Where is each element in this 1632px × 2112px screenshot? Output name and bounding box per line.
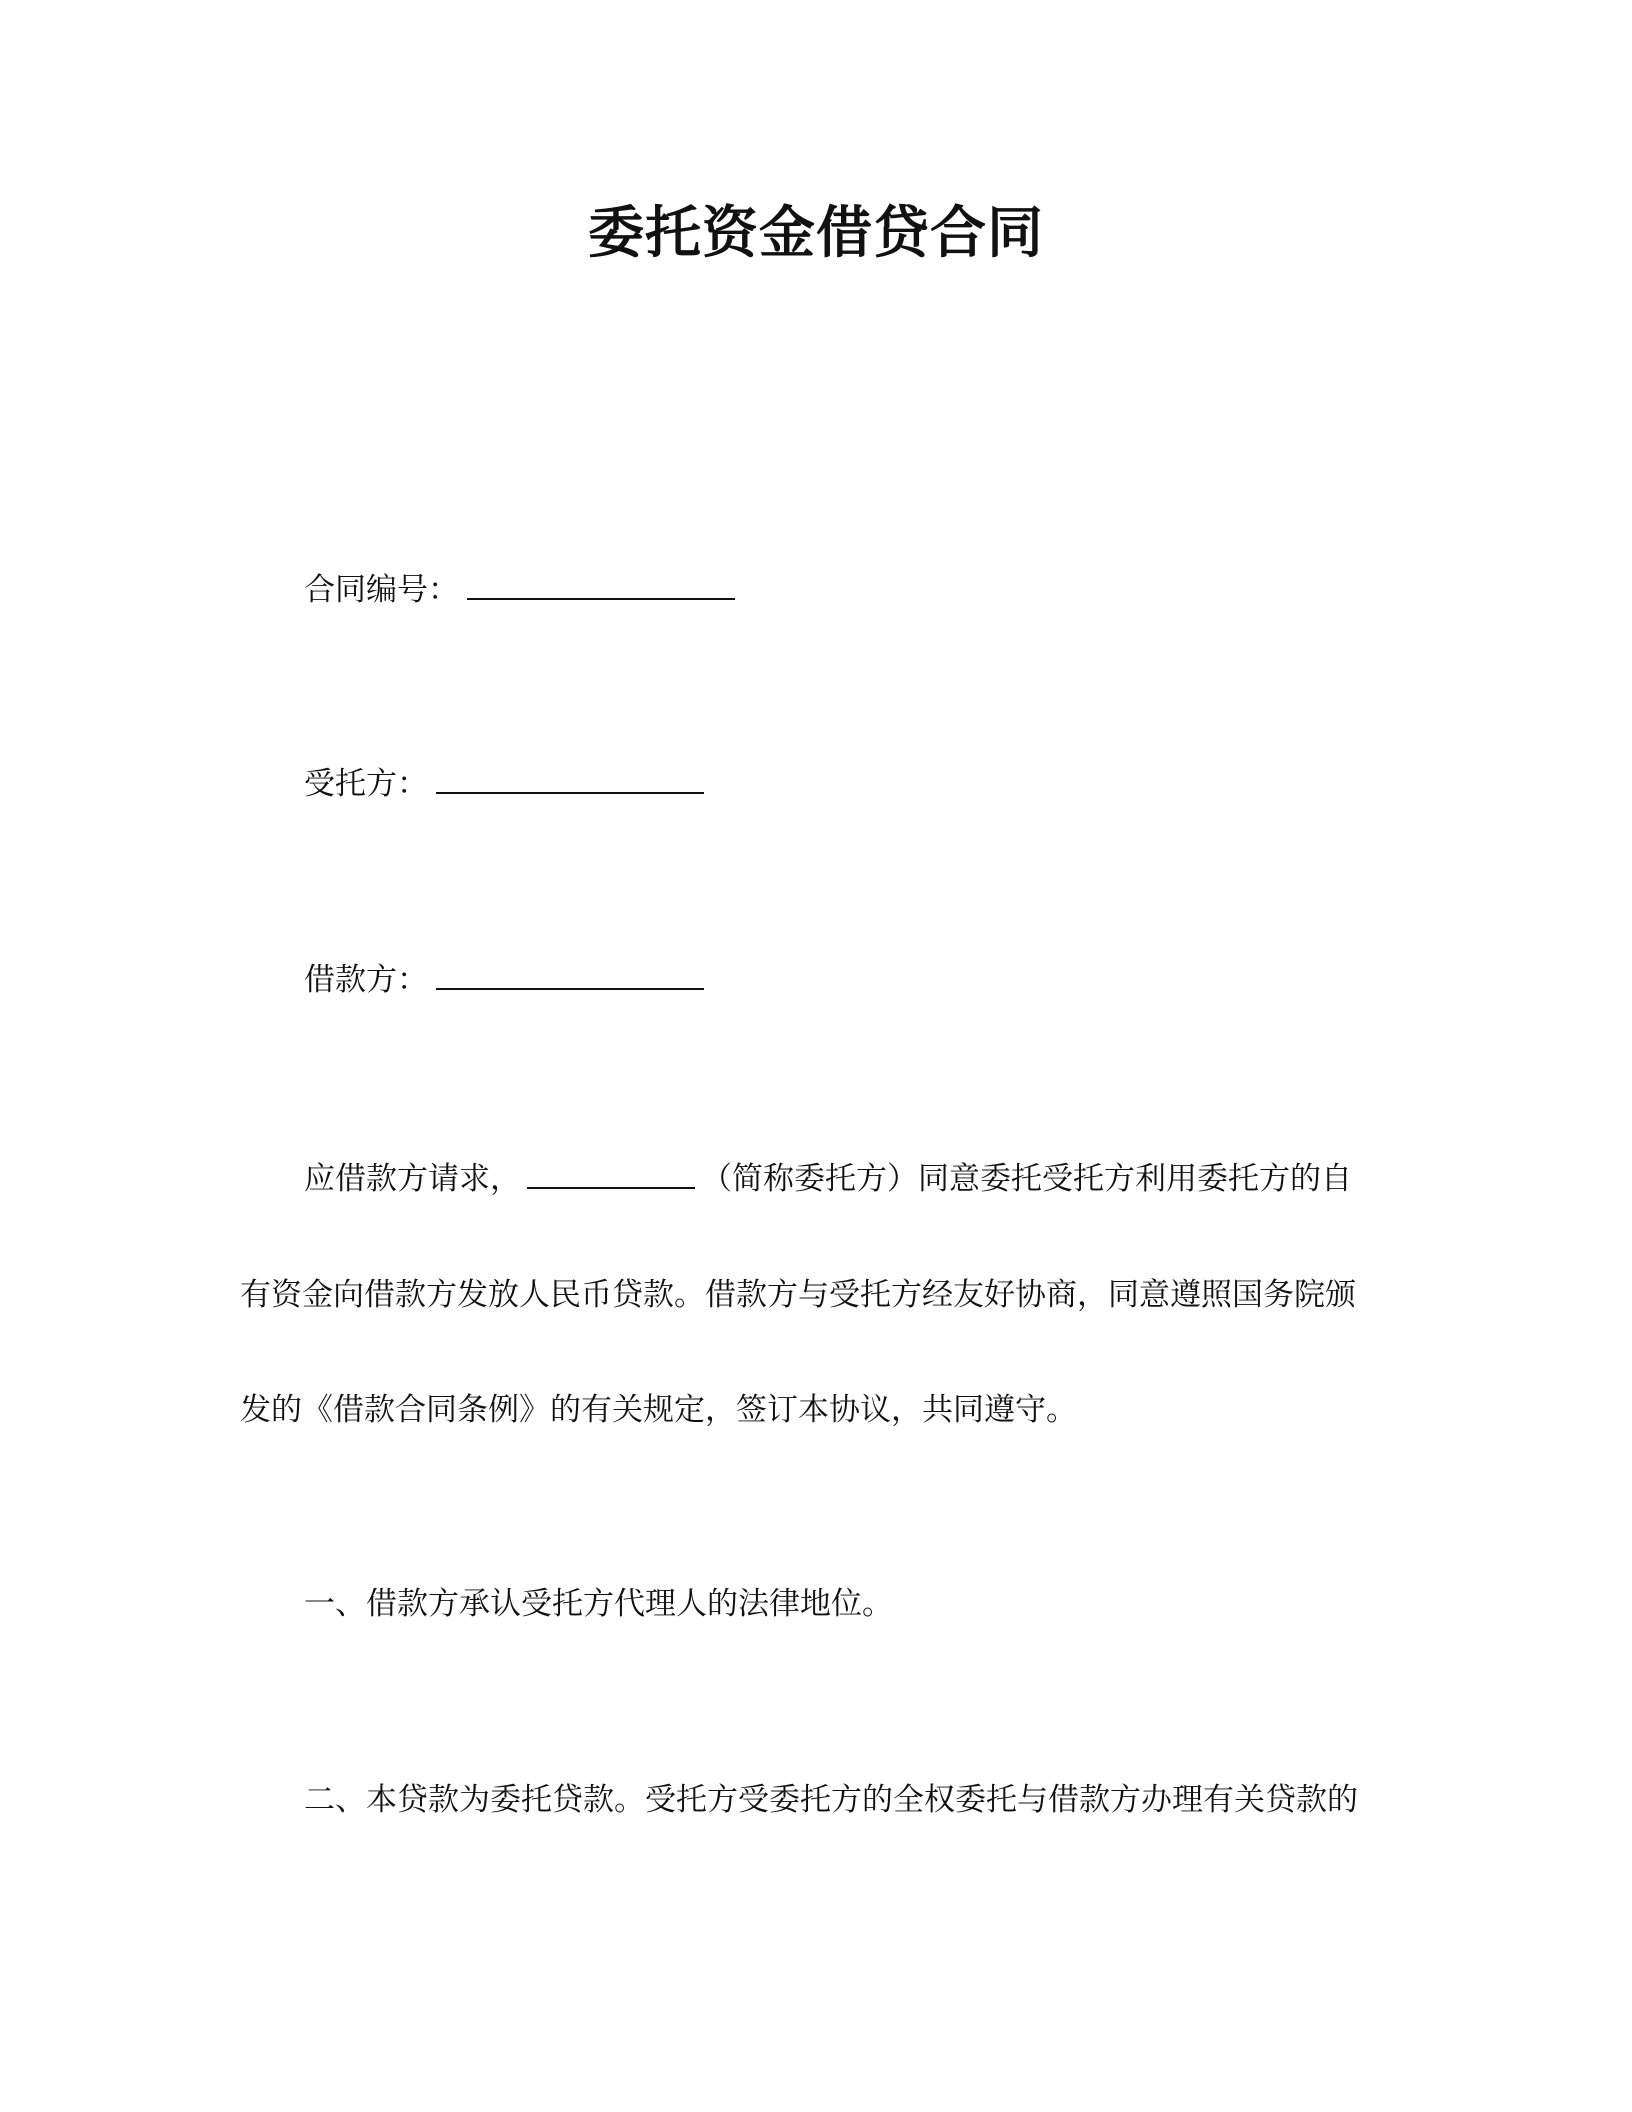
paragraph1-line3: 发的《借款合同条例》的有关规定，签订本协议，共同遵守。: [240, 1392, 1077, 1428]
contract-number-label: 合同编号：: [304, 572, 459, 608]
principal-name-blank[interactable]: [527, 1157, 695, 1189]
borrower-label: 借款方：: [304, 962, 428, 998]
borrower-blank[interactable]: [436, 958, 704, 990]
trustee-row: [304, 762, 704, 806]
trustee-blank[interactable]: [436, 762, 704, 794]
paragraph1-line2: 有资金向借款方发放人民币贷款。借款方与受托方经友好协商，同意遵照国务院颁: [240, 1277, 1356, 1313]
clause-1: 一、借款方承认受托方代理人的法律地位。: [304, 1586, 893, 1622]
contract-number-blank[interactable]: [467, 568, 735, 600]
clause-2: 二、本贷款为委托贷款。受托方受委托方的全权委托与借款方办理有关贷款的: [304, 1782, 1358, 1818]
contract-number-row: [304, 568, 735, 612]
paragraph1-line1-end: （简称委托方）同意委托受托方利用委托方的自: [701, 1161, 1352, 1197]
borrower-row: [304, 958, 704, 1002]
paragraph1-line1-start: 应借款方请求，: [304, 1161, 521, 1197]
paragraph1-line1: [304, 1157, 1352, 1201]
document-title: 委托资金借贷合同: [588, 201, 1044, 266]
trustee-label: 受托方：: [304, 766, 428, 802]
